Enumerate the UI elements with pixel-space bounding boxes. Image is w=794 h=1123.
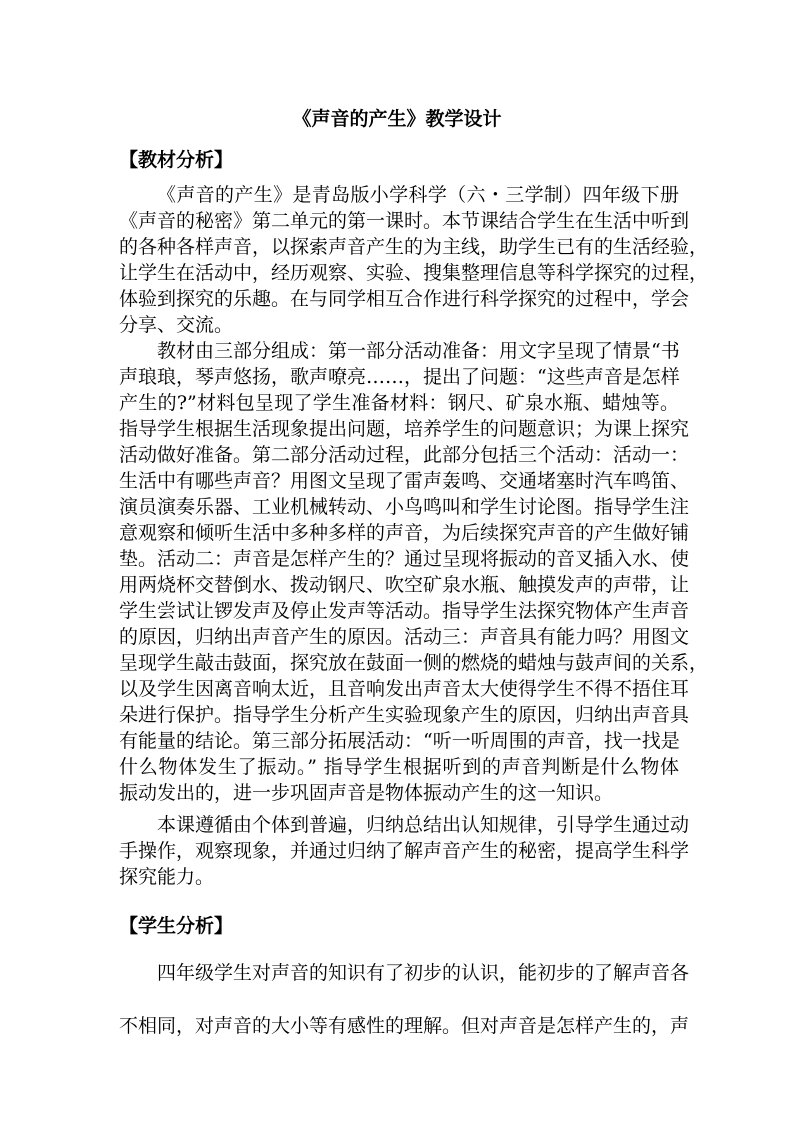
paragraph-line: 什么物体发生了振动。” 指导学生根据听到的声音判断是什么物体	[119, 756, 679, 778]
paragraph-line: 不相同，对声音的大小等有感性的理解。但对声音是怎样产生的，声	[119, 1015, 690, 1037]
paragraph-line: 生活中有哪些声音？用图文呈现了雷声轰鸣、交通堵塞时汽车鸣笛、	[119, 470, 690, 492]
paragraph-line: 的原因，归纳出声音产生的原因。活动三：声音具有能力吗？用图文	[119, 626, 690, 648]
paragraph-line: 有能量的结论。第三部分拓展活动：“听一听周围的声音，找一找是	[119, 730, 680, 752]
paragraph-line: 产生的?”材料包呈现了学生准备材料：钢尺、矿泉水瓶、蜡烛等。	[119, 392, 679, 414]
paragraph-line: 体验到探究的乐趣。在与同学相互合作进行科学探究的过程中，学会	[119, 288, 690, 310]
paragraph-line: 声琅琅，琴声悠扬，歌声嘹亮……，提出了问题：“这些声音是怎样	[119, 366, 680, 388]
paragraph-line: 本课遵循由个体到普遍，归纳总结出认知规律，引导学生通过动	[157, 814, 690, 836]
paragraph-line: 垫。活动二：声音是怎样产生的？通过呈现将振动的音叉插入水、使	[119, 548, 690, 570]
paragraph-line: 指导学生根据生活现象提出问题，培养学生的问题意识；为课上探究	[119, 418, 690, 440]
paragraph-line: 分享、交流。	[119, 314, 234, 336]
paragraph-line: 让学生在活动中，经历观察、实验、搜集整理信息等科学探究的过程，	[119, 262, 709, 284]
paragraph-line: 探究能力。	[119, 866, 215, 888]
section-heading-student-analysis: 【学生分析】	[119, 915, 234, 937]
paragraph-line: 朵进行保护。指导学生分析产生实验现象产生的原因，归纳出声音具	[119, 704, 690, 726]
paragraph-line: 手操作，观察现象，并通过归纳了解声音产生的秘密，提高学生科学	[119, 840, 690, 862]
paragraph-line: 振动发出的，进一步巩固声音是物体振动产生的这一知识。	[119, 782, 614, 804]
paragraph-line: 以及学生因离音响太近，且音响发出声音太大使得学生不得不捂住耳	[119, 678, 690, 700]
paragraph-line: 活动做好准备。第二部分活动过程，此部分包括三个活动：活动一：	[119, 444, 690, 466]
paragraph-line: 用两烧杯交替倒水、拨动钢尺、吹空矿泉水瓶、触摸发声的声带，让	[119, 574, 690, 596]
paragraph-line: 演员演奏乐器、工业机械转动、小鸟鸣叫和学生讨论图。指导学生注	[119, 496, 690, 518]
paragraph-line: 的各种各样声音，以探索声音产生的为主线，助学生已有的生活经验，	[119, 236, 709, 258]
paragraph-line: 《声音的秘密》第二单元的第一课时。本节课结合学生在生活中听到	[119, 210, 690, 232]
document-title: 《声音的产生》教学设计	[292, 108, 502, 130]
paragraph-line: 意观察和倾听生活中多种多样的声音，为后续探究声音的产生做好铺	[119, 522, 690, 544]
paragraph-line: 呈现学生敲击鼓面，探究放在鼓面一侧的燃烧的蜡烛与鼓声间的关系，	[119, 652, 709, 674]
section-heading-textbook-analysis: 【教材分析】	[119, 149, 234, 171]
paragraph-line: 《声音的产生》是青岛版小学科学（六・三学制）四年级下册	[157, 184, 679, 206]
paragraph-line: 教材由三部分组成：第一部分活动准备：用文字呈现了情景“书	[157, 340, 680, 362]
paragraph-line: 四年级学生对声音的知识有了初步的认识，能初步的了解声音各	[157, 962, 690, 984]
paragraph-line: 学生尝试让锣发声及停止发声等活动。指导学生法探究物体产生声音	[119, 600, 690, 622]
